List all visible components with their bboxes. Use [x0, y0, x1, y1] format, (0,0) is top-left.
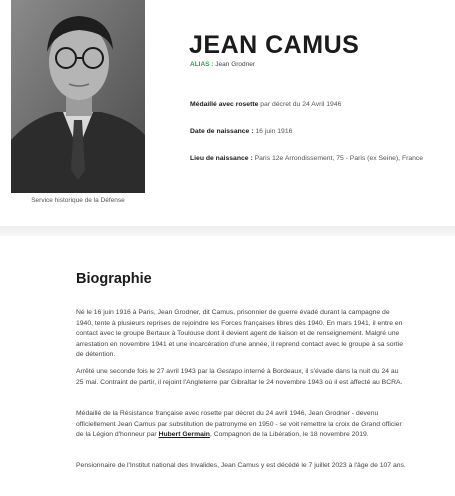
bio-paragraph-4: Pensionnaire de l'Institut national des Invalides, Jean Camus y est décédé le 7 juillet 2023 à l'âge de 107 ans. — [76, 462, 406, 469]
bio-p3-text-a: Médaillé de la Résistance française avec rosette par décret du 24 avril 1946, Jean Grodner - devenu officiellement Jean Camus par substitution de patronyme en 1950 - se voit remettre la croix de Grand officier de la Légion d'honneur par — [76, 410, 402, 439]
bio-p3-text-b: , Compagnon de la Libération, le 18 novembre 2019. — [209, 431, 369, 439]
person-name: JEAN CAMUS — [189, 31, 360, 59]
bio-paragraph-3 — [76, 409, 406, 441]
profile-header — [0, 0, 455, 225]
birth-place-label: Lieu de naissance : — [190, 155, 253, 162]
biography-title: Biographie — [76, 271, 152, 287]
medal-label: Médaillé avec rosette — [190, 101, 259, 108]
birth-date-label: Date de naissance : — [190, 128, 254, 135]
alias-value: Jean Grodner — [215, 61, 256, 68]
bio-p2-gestapo: Gestapo — [216, 368, 243, 375]
alias-line — [190, 61, 255, 68]
birth-date-field — [190, 128, 292, 135]
portrait-photo — [11, 0, 145, 193]
bio-p2-text-a: Arrêté une seconde fois le 27 avril 1943 par la — [76, 368, 217, 375]
bio-paragraph-2 — [76, 367, 406, 388]
photo-caption: Service historique de la Défense — [31, 197, 125, 204]
hubert-germain-link[interactable]: Hubert Germain — [158, 431, 210, 439]
bio-paragraph-1: Né le 16 juin 1916 à Paris, Jean Grodner, dit Camus, prisonnier de guerre évadé durant la campagne de 1940, tente à plusieurs reprises de rejoindre les Forces françaises libres dès 1940. En mars 1941, il entre en contact avec le groupe Bertaux à Toulouse dont il devient agent de liaison et de renseignement. Malgré une arrestation en novembre 1941 et une incarcération d'une année, il reprend contact avec le groupe à sa sortie de détention. — [76, 309, 404, 359]
biography-section — [0, 236, 455, 496]
birth-place-field — [190, 155, 423, 162]
alias-label: ALIAS : — [190, 61, 214, 68]
medal-value: par décret du 24 Avril 1946 — [258, 101, 342, 108]
bio-p2-text-b: interné à Bordeaux, il s'évade dans la nuit du 24 au 25 mai. Contraint de partir, il rejoint l'Angleterre par Gibraltar le 24 novembre 1943 où il est affecté au BCRA. — [76, 368, 403, 386]
medal-field — [190, 101, 341, 108]
birth-place-value: Paris 12e Arrondissement, 75 - Paris (ex Seine), France — [252, 155, 424, 162]
section-divider — [0, 226, 455, 236]
birth-date-value: 16 juin 1916 — [253, 128, 293, 135]
